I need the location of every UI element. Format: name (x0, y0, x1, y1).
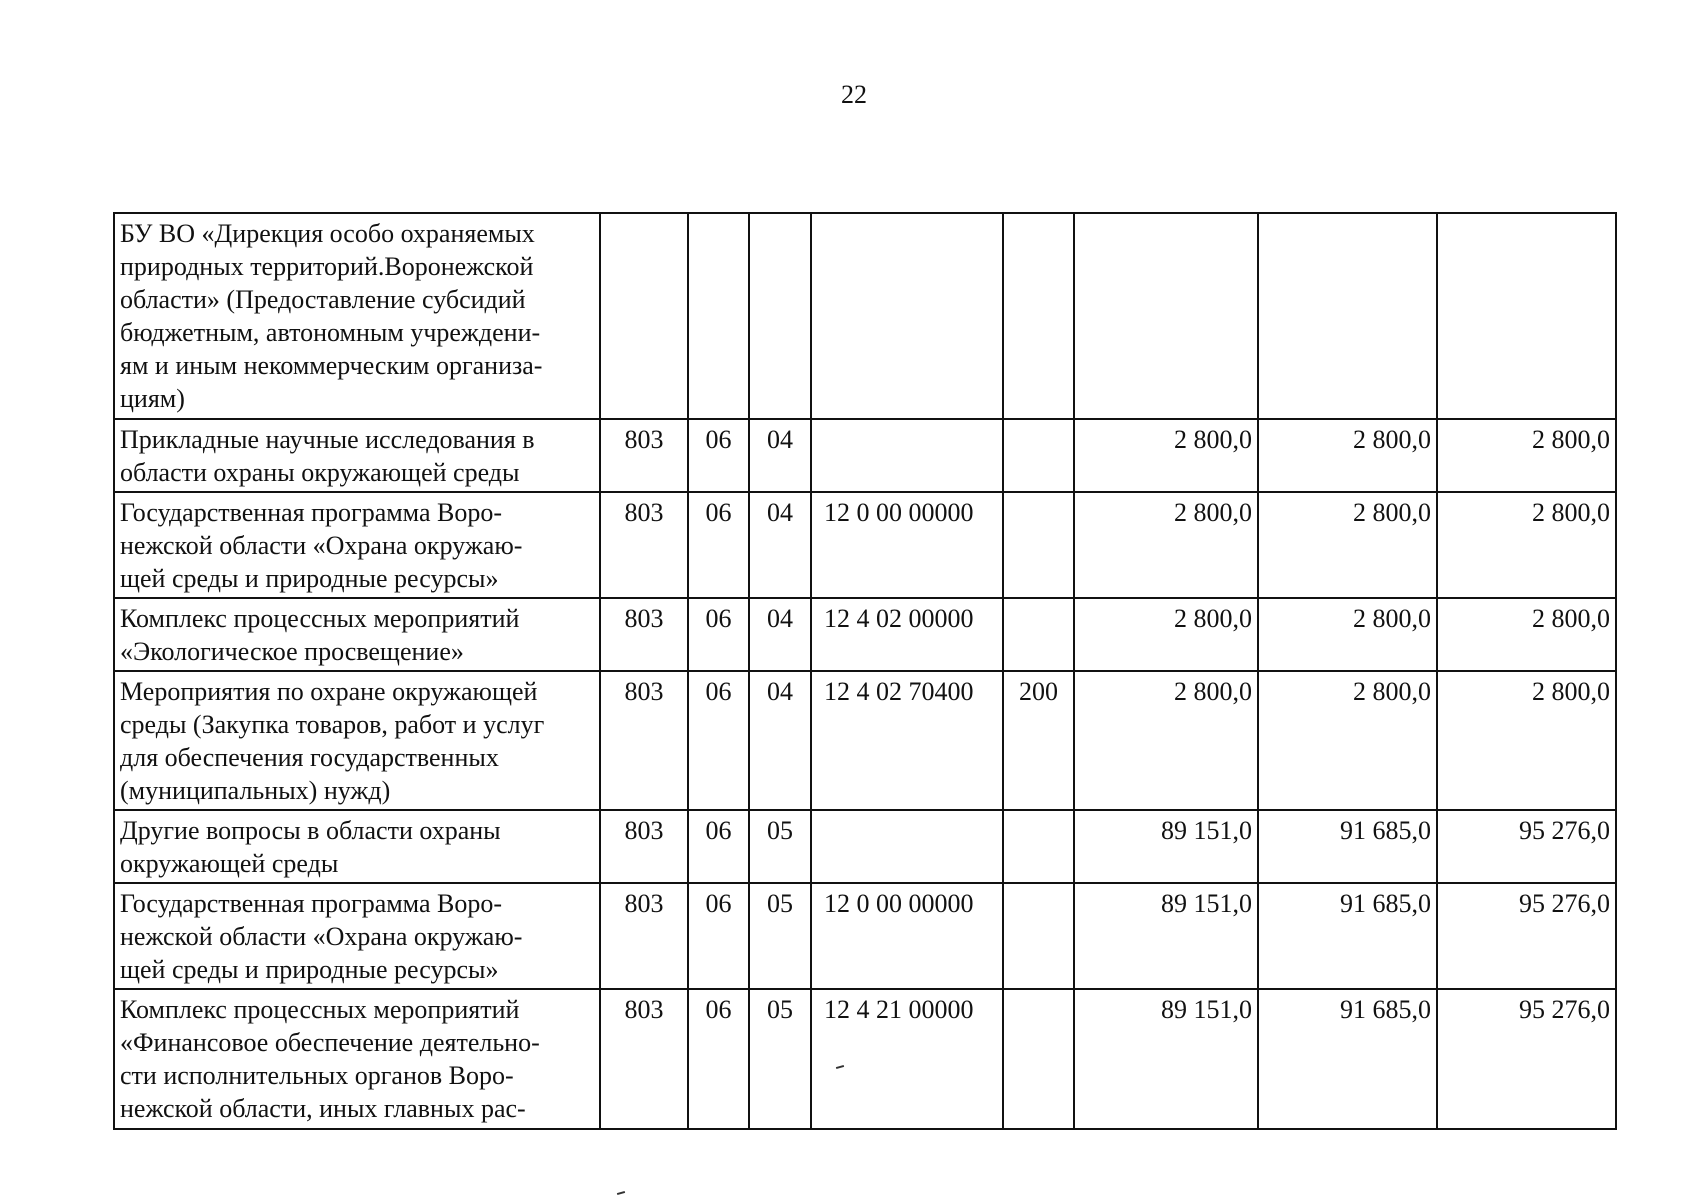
item-name-line: для обеспечения государственных (120, 743, 499, 772)
item-name-line: Другие вопросы в области охраны (120, 816, 501, 845)
item-name-line: среды (Закупка товаров, работ и услуг (120, 710, 545, 739)
code-vr-cell (1003, 810, 1074, 883)
item-name-line: сти исполнительных органов Воро- (120, 1061, 514, 1090)
item-name-line: циям) (120, 384, 185, 413)
amount-year3-cell: 95 276,0 (1437, 883, 1616, 989)
item-name-line: области» (Предоставление субсидий (120, 285, 526, 314)
item-name-cell (114, 671, 600, 810)
code-vr-cell (1003, 213, 1074, 419)
amount-year3-cell: 2 800,0 (1437, 492, 1616, 598)
code-pr-cell: 05 (749, 810, 811, 883)
code-pr-cell: 04 (749, 419, 811, 492)
code-rz-cell: 06 (688, 810, 749, 883)
code-csr-cell (811, 810, 1003, 883)
code-rz-cell: 06 (688, 883, 749, 989)
item-name-line: Мероприятия по охране окружающей (120, 677, 538, 706)
code-vr-cell (1003, 598, 1074, 671)
code-rz-cell: 06 (688, 598, 749, 671)
amount-year1-cell: 2 800,0 (1074, 419, 1258, 492)
code-csr-cell (811, 213, 1003, 419)
code-vr-cell (1003, 492, 1074, 598)
amount-year3-cell: 2 800,0 (1437, 419, 1616, 492)
code-gr-cell: 803 (600, 883, 688, 989)
amount-year1-cell: 2 800,0 (1074, 492, 1258, 598)
code-rz-cell (688, 213, 749, 419)
item-name-line: «Экологическое просвещение» (120, 637, 464, 666)
code-gr-cell (600, 213, 688, 419)
code-pr-cell (749, 213, 811, 419)
amount-year2-cell: 91 685,0 (1258, 883, 1437, 989)
table-row (114, 598, 1616, 671)
amount-year2-cell: 2 800,0 (1258, 419, 1437, 492)
item-name-cell (114, 989, 600, 1129)
amount-year1-cell: 89 151,0 (1074, 989, 1258, 1129)
code-csr-cell: 12 4 21 00000 (811, 989, 1003, 1129)
amount-year3-cell: 95 276,0 (1437, 989, 1616, 1129)
code-gr-cell: 803 (600, 419, 688, 492)
item-name-line: Государственная программа Воро- (120, 889, 503, 918)
code-vr-cell (1003, 419, 1074, 492)
item-name-line: Комплекс процессных мероприятий (120, 604, 520, 633)
amount-year1-cell: 89 151,0 (1074, 810, 1258, 883)
page-number: 22 (841, 80, 867, 109)
item-name-line: области охраны окружающей среды (120, 458, 520, 487)
amount-year2-cell (1258, 213, 1437, 419)
item-name-line: нежской области «Охрана окружаю- (120, 531, 523, 560)
code-pr-cell: 04 (749, 492, 811, 598)
item-name-line: «Финансовое обеспечение деятельно- (120, 1028, 540, 1057)
amount-year1-cell: 2 800,0 (1074, 671, 1258, 810)
scan-speck (617, 1191, 625, 1195)
item-name-line: нежской области, иных главных рас- (120, 1094, 526, 1123)
code-pr-cell: 04 (749, 671, 811, 810)
code-vr-cell: 200 (1003, 671, 1074, 810)
item-name-line: нежской области «Охрана окружаю- (120, 922, 523, 951)
amount-year2-cell: 91 685,0 (1258, 989, 1437, 1129)
amount-year2-cell: 2 800,0 (1258, 492, 1437, 598)
amount-year2-cell: 2 800,0 (1258, 598, 1437, 671)
amount-year3-cell (1437, 213, 1616, 419)
item-name-line: Комплекс процессных мероприятий (120, 995, 520, 1024)
item-name-line: ям и иным некоммерческим организа- (120, 351, 543, 380)
item-name-line: Прикладные научные исследования в (120, 425, 535, 454)
item-name-line: щей среды и природные ресурсы» (120, 564, 499, 593)
code-pr-cell: 04 (749, 598, 811, 671)
item-name-line: БУ ВО «Дирекция особо охраняемых (120, 219, 535, 248)
table-row (114, 419, 1616, 492)
code-gr-cell: 803 (600, 810, 688, 883)
item-name-line: (муниципальных) нужд) (120, 776, 391, 805)
table-row (114, 671, 1616, 810)
amount-year1-cell: 89 151,0 (1074, 883, 1258, 989)
item-name-line: природных территорий.Воронежской (120, 252, 534, 281)
item-name-line: бюджетным, автономным учреждени- (120, 318, 541, 347)
table-row (114, 213, 1616, 419)
code-pr-cell: 05 (749, 989, 811, 1129)
item-name-line: Государственная программа Воро- (120, 498, 503, 527)
item-name-cell (114, 492, 600, 598)
item-name-line: щей среды и природные ресурсы» (120, 955, 499, 984)
code-csr-cell: 12 4 02 70400 (811, 671, 1003, 810)
code-gr-cell: 803 (600, 671, 688, 810)
code-csr-cell: 12 0 00 00000 (811, 492, 1003, 598)
amount-year3-cell: 2 800,0 (1437, 598, 1616, 671)
code-csr-cell (811, 419, 1003, 492)
item-name-cell (114, 213, 600, 419)
amount-year3-cell: 2 800,0 (1437, 671, 1616, 810)
code-gr-cell: 803 (600, 492, 688, 598)
table-row (114, 810, 1616, 883)
item-name-line: окружающей среды (120, 849, 339, 878)
amount-year2-cell: 91 685,0 (1258, 810, 1437, 883)
amount-year1-cell: 2 800,0 (1074, 598, 1258, 671)
table-row (114, 492, 1616, 598)
table-row (114, 883, 1616, 989)
table-row (114, 989, 1616, 1129)
code-rz-cell: 06 (688, 671, 749, 810)
code-vr-cell (1003, 883, 1074, 989)
code-csr-cell: 12 4 02 00000 (811, 598, 1003, 671)
code-csr-cell: 12 0 00 00000 (811, 883, 1003, 989)
code-pr-cell: 05 (749, 883, 811, 989)
item-name-cell (114, 598, 600, 671)
item-name-cell (114, 419, 600, 492)
amount-year1-cell (1074, 213, 1258, 419)
amount-year2-cell: 2 800,0 (1258, 671, 1437, 810)
code-gr-cell: 803 (600, 598, 688, 671)
code-rz-cell: 06 (688, 419, 749, 492)
budget-table (113, 212, 1617, 1130)
code-rz-cell: 06 (688, 989, 749, 1129)
amount-year3-cell: 95 276,0 (1437, 810, 1616, 883)
item-name-cell (114, 810, 600, 883)
code-rz-cell: 06 (688, 492, 749, 598)
code-gr-cell: 803 (600, 989, 688, 1129)
item-name-cell (114, 883, 600, 989)
code-vr-cell (1003, 989, 1074, 1129)
